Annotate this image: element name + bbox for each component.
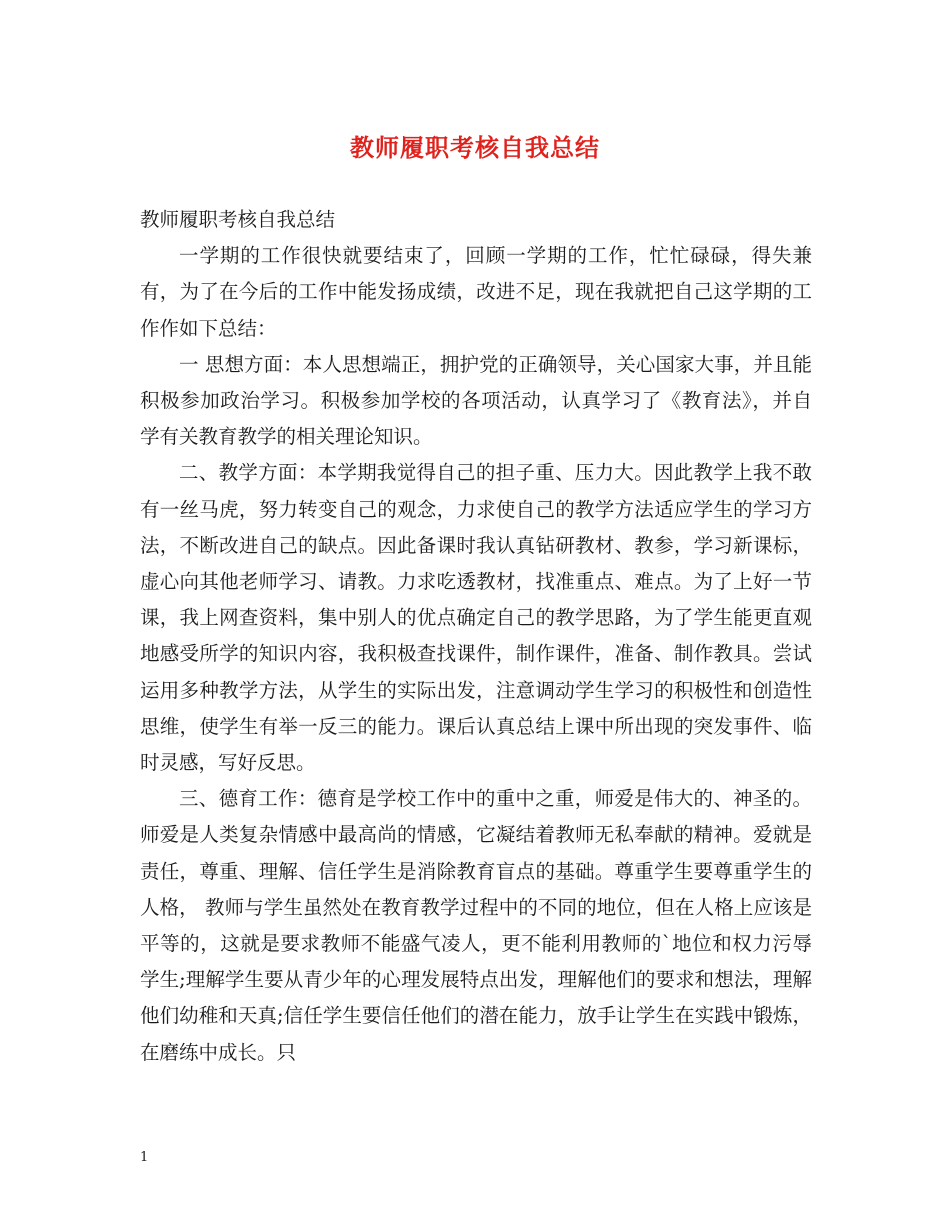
paragraph-teaching: 二、教学方面：本学期我觉得自己的担子重、压力大。因此教学上我不敢有一丝马虎，努力转变自己的观念，力求使自己的教学方法适应学生的学习方法，不断改进自己的缺点。因此备课时我认真钻研教材、教参，学习新课标，虚心向其他老师学习、请教。力求吃透教材，找准重点、难点。为了上好一节课，我上网查资料，集中别人的优点确定自己的教学思路，为了学生能更直观地感受所学的知识内容，我积极查找课件，制作课件，准备、制作教具。尝试运用多种教学方法，从学生的实际出发，注意调动学生学习的积极性和创造性思维，使学生有举一反三的能力。课后认真总结上课中所出现的突发事件、临时灵感，写好反思。 [140, 461, 812, 775]
paragraph-intro: 一学期的工作很快就要结束了，回顾一学期的工作，忙忙碌碌，得失兼有，为了在今后的工作中能发扬成绩，改进不足，现在我就把自己这学期的工作作如下总结： [140, 244, 812, 340]
page-number: 1 [140, 1150, 149, 1165]
document-body [140, 202, 812, 1071]
document-title: 教师履职考核自我总结 [350, 133, 600, 162]
paragraph-moral-education: 三、德育工作：德育是学校工作中的重中之重，师爱是伟大的、神圣的。师爱是人类复杂情感中最高尚的情感，它凝结着教师无私奉献的精神。爱就是责任，尊重、理解、信任学生是消除教育盲点的基础。尊重学生要尊重学生的人格， 教师与学生虽然处在教育教学过程中的不同的地位，但在人格上应该是平等的，这就是要求教师不能盛气凌人，更不能利用教师的`地位和权力污辱学生;理解学生要从青少年的心理发展特点出发，理解他们的要求和想法，理解他们幼稚和天真;信任学生要信任他们的潜在能力，放手让学生在实践中锻炼，在磨练中成长。只 [140, 787, 812, 1064]
document-subtitle: 教师履职考核自我总结 [140, 208, 336, 231]
paragraph-thought: 一 思想方面：本人思想端正，拥护党的正确领导，关心国家大事，并且能积极参加政治学习。积极参加学校的各项活动，认真学习了《教育法》，并自学有关教育教学的相关理论知识。 [140, 352, 812, 449]
